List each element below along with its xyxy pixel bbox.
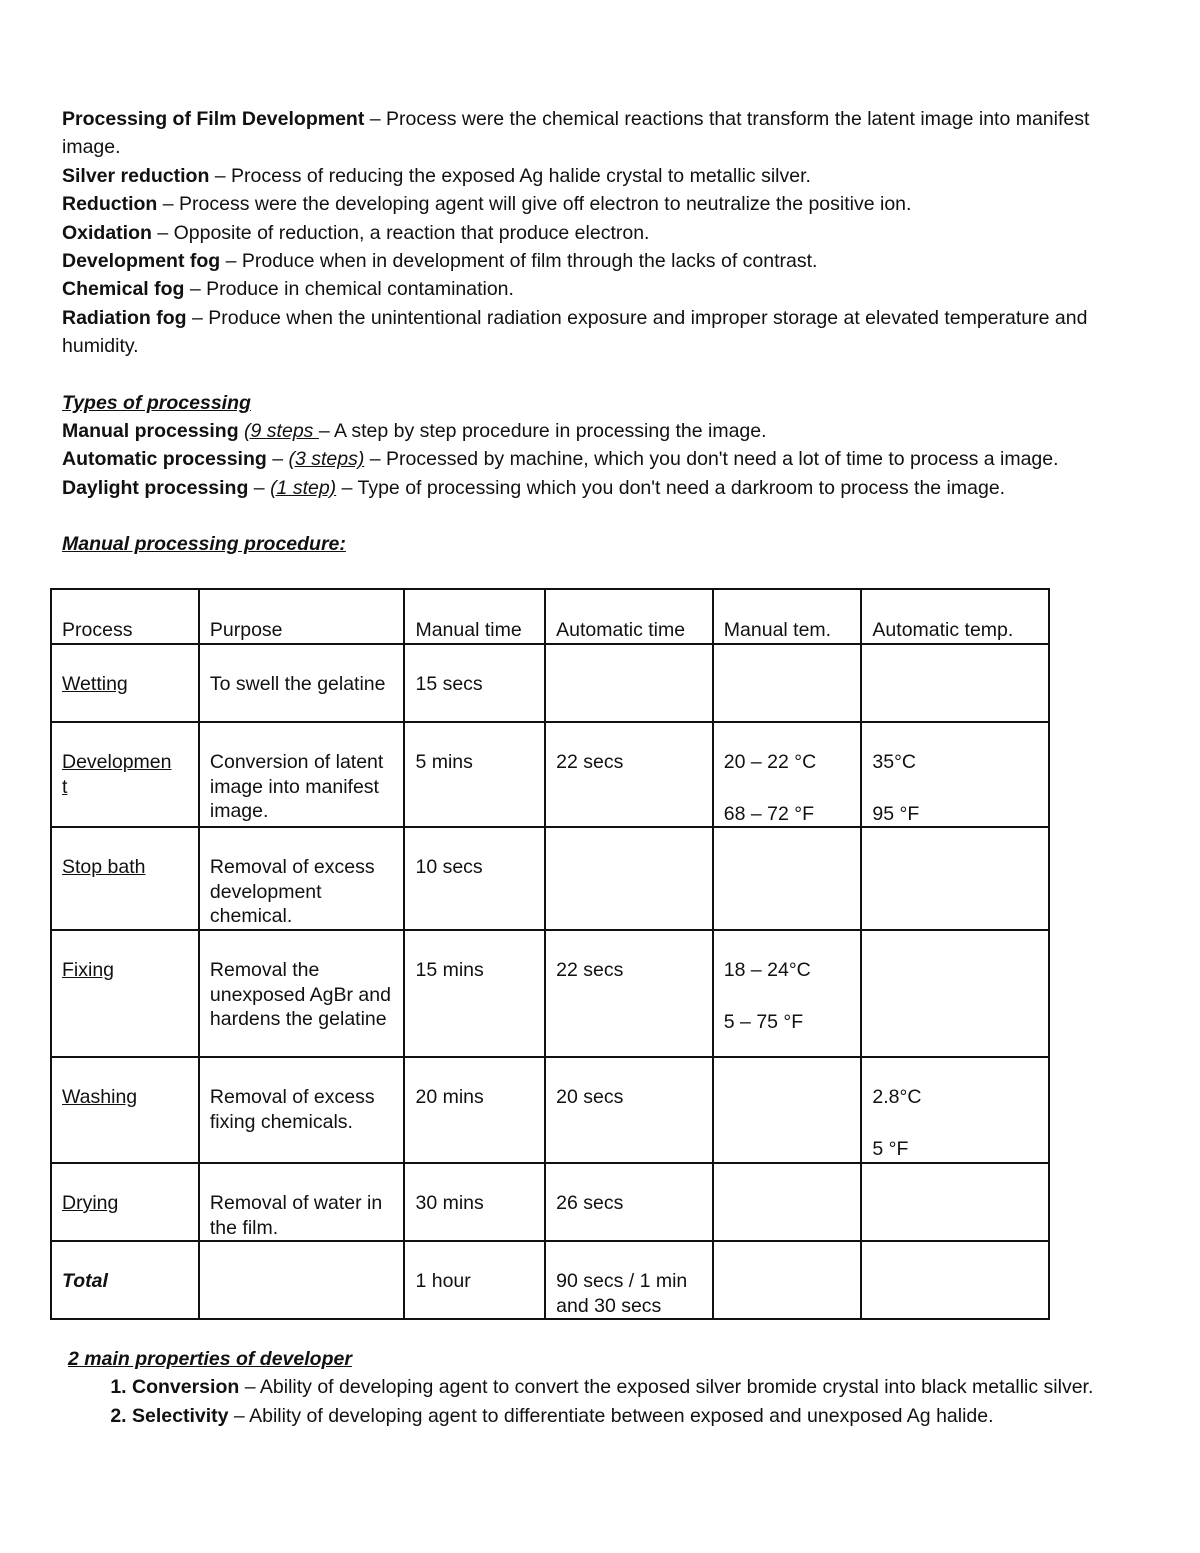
table-row-stop-bath [51, 827, 1049, 930]
purpose-cell: Removal the unexposed AgBr and hardens the gelatine [199, 930, 405, 1057]
manual-temp-cell [713, 1057, 862, 1163]
manual-time-cell: 15 mins [404, 930, 545, 1057]
auto-temp-cell [861, 930, 1049, 1057]
properties-heading: 2 main properties of developer [68, 1348, 352, 1370]
definition-development-fog: Development fog – Produce when in development of film through the lacks of contrast. [62, 250, 818, 273]
properties-section [68, 1345, 1138, 1430]
definition-reduction: Reduction – Process were the developing agent will give off electron to neutralize the positive ion. [62, 193, 912, 216]
purpose-cell: Removal of excess development chemical. [199, 827, 405, 930]
auto-time-cell: 22 secs [545, 722, 713, 827]
table-header-row [51, 589, 1049, 644]
list-item: 1. Conversion – Ability of developing agent to convert the exposed silver bromide crystal into black metallic silver. [132, 1373, 1138, 1401]
definition-radiation-fog: Radiation fog – Produce when the unintentional radiation exposure and improper storage at elevated temperature and humidity. [62, 306, 1088, 358]
manual-time-cell: 30 mins [404, 1163, 545, 1241]
procedure-heading: Manual processing procedure: [62, 533, 346, 556]
process-name: Fixing [62, 959, 115, 981]
manual-temp-cell: 18 – 24°C 5 – 75 °F [713, 930, 862, 1057]
table-row-development [51, 722, 1049, 827]
header-automatic-temp: Automatic temp. [861, 589, 1049, 644]
table-row-fixing [51, 930, 1049, 1057]
purpose-cell: Removal of water in the film. [199, 1163, 405, 1241]
auto-time-cell: 22 secs [545, 930, 713, 1057]
header-process: Process [51, 589, 199, 644]
purpose-cell: To swell the gelatine [199, 644, 405, 722]
type-daylight: Daylight processing – (1 step) – Type of processing which you don't need a darkroom to process the image. [62, 476, 1006, 499]
manual-time-cell: 20 mins [404, 1057, 545, 1163]
purpose-cell: Conversion of latent image into manifest image. [199, 722, 405, 827]
table-row-total [51, 1241, 1049, 1319]
manual-temp-cell [713, 827, 862, 930]
auto-temp-cell [861, 1241, 1049, 1319]
table-row-washing [51, 1057, 1049, 1163]
manual-temp-cell [713, 1163, 862, 1241]
process-name: Wetting [62, 673, 128, 695]
definition-oxidation: Oxidation – Opposite of reduction, a reaction that produce electron. [62, 221, 650, 244]
process-name: Drying [62, 1192, 119, 1214]
manual-time-cell: 10 secs [404, 827, 545, 930]
auto-temp-cell: 2.8°C 5 °F [861, 1057, 1049, 1163]
header-automatic-time: Automatic time [545, 589, 713, 644]
definition-chemical-fog: Chemical fog – Produce in chemical contamination. [62, 278, 514, 301]
process-name: Developmen t [62, 751, 172, 798]
type-automatic: Automatic processing – (3 steps) – Processed by machine, which you don't need a lot of time to process a image. [62, 448, 1059, 471]
procedure-table [50, 588, 1050, 1320]
auto-time-cell [545, 827, 713, 930]
definitions-section [62, 105, 1132, 361]
types-section [62, 389, 1132, 503]
purpose-cell [199, 1241, 405, 1319]
manual-temp-cell [713, 1241, 862, 1319]
list-item: 2. Selectivity – Ability of developing agent to differentiate between exposed and unexposed Ag halide. [132, 1402, 1138, 1430]
header-purpose: Purpose [199, 589, 405, 644]
header-manual-temp: Manual tem. [713, 589, 862, 644]
auto-temp-cell: 35°C 95 °F [861, 722, 1049, 827]
table-row-wetting [51, 644, 1049, 722]
type-manual: Manual processing (9 steps – A step by step procedure in processing the image. [62, 420, 767, 443]
auto-temp-cell [861, 1163, 1049, 1241]
manual-temp-cell: 20 – 22 °C 68 – 72 °F [713, 722, 862, 827]
total-label: Total [62, 1270, 108, 1292]
manual-temp-cell [713, 644, 862, 722]
document-body [62, 105, 1132, 559]
definition-silver-reduction: Silver reduction – Process of reducing the exposed Ag halide crystal to metallic silver. [62, 164, 811, 187]
auto-temp-cell [861, 644, 1049, 722]
manual-time-cell: 15 secs [404, 644, 545, 722]
auto-temp-cell [861, 827, 1049, 930]
process-name: Stop bath [62, 856, 146, 878]
manual-time-cell: 5 mins [404, 722, 545, 827]
auto-time-cell: 20 secs [545, 1057, 713, 1163]
total-manual-time: 1 hour [404, 1241, 545, 1319]
definition-film-development: Processing of Film Development – Process were the chemical reactions that transform the latent image into manifest image. [62, 108, 1090, 159]
purpose-cell: Removal of excess fixing chemicals. [199, 1057, 405, 1163]
total-auto-time: 90 secs / 1 min and 30 secs [545, 1241, 713, 1319]
auto-time-cell: 26 secs [545, 1163, 713, 1241]
auto-time-cell [545, 644, 713, 722]
header-manual-time: Manual time [404, 589, 545, 644]
process-name: Washing [62, 1086, 138, 1108]
table-row-drying [51, 1163, 1049, 1241]
properties-list [68, 1373, 1138, 1430]
types-heading: Types of processing [62, 391, 251, 414]
